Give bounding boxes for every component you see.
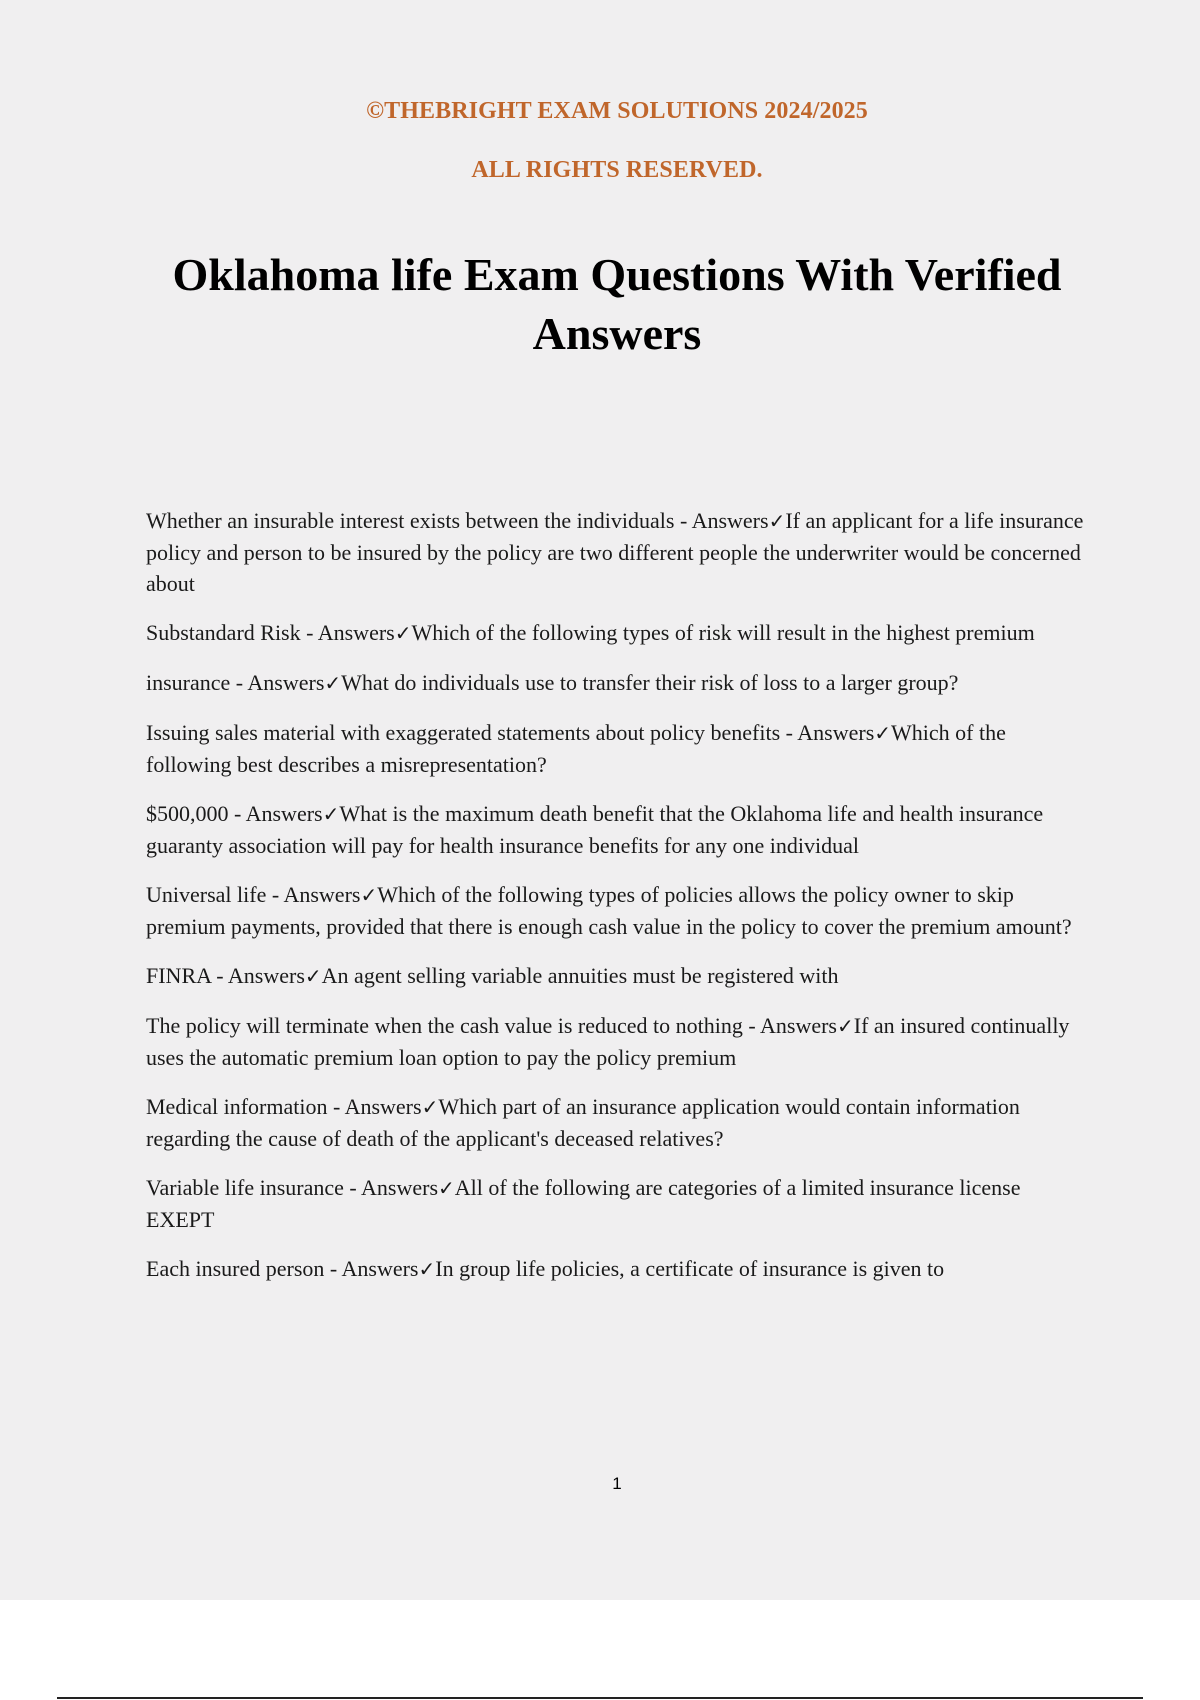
check-mark-icon: ✓ (837, 1014, 854, 1038)
check-mark-icon: ✓ (768, 509, 786, 533)
qa-question: Which of the following types of risk will result in the highest premium (411, 620, 1035, 645)
qa-answers-label: - Answers (324, 1256, 419, 1281)
qa-question: Which of the following types of policies allows the policy owner to skip premium payments, provided that there is enough cash value in the policy to cover the premium amount? (146, 882, 1072, 939)
qa-item (146, 1253, 1086, 1285)
check-mark-icon: ✓ (322, 802, 340, 826)
qa-answer: The policy will terminate when the cash value is reduced to nothing (146, 1013, 743, 1038)
check-mark-icon: ✓ (421, 1095, 439, 1119)
qa-answers-label: - Answers (300, 620, 395, 645)
qa-answer: Issuing sales material with exaggerated statements about policy benefits (146, 720, 781, 745)
qa-question: What do individuals use to transfer their risk of loss to a larger group? (341, 670, 959, 695)
qa-answer: insurance (146, 670, 231, 695)
bottom-divider (57, 1697, 1143, 1699)
qa-question: All of the following are categories of a limited insurance license EXEPT (146, 1175, 1021, 1232)
qa-item (146, 1091, 1086, 1154)
document-title: Oklahoma life Exam Questions With Verified Answers (172, 249, 1062, 359)
qa-answer: Substandard Risk (146, 620, 301, 645)
qa-item (146, 1010, 1086, 1073)
qa-answer: Each insured person (146, 1256, 325, 1281)
qa-answer: Whether an insurable interest exists between the individuals (146, 508, 675, 533)
qa-answer: Variable life insurance (146, 1175, 344, 1200)
rights-reserved-header: ALL RIGHTS RESERVED. (471, 157, 763, 183)
qa-item (146, 879, 1086, 942)
copyright-header: ©THEBRIGHT EXAM SOLUTIONS 2024/2025 (366, 98, 868, 124)
qa-question: If an insured continually uses the automatic premium loan option to pay the policy premium (146, 1013, 1070, 1070)
qa-answers-label: - Answers (210, 963, 305, 988)
qa-item (146, 798, 1086, 861)
qa-item (146, 667, 1086, 699)
qa-answers-label: - Answers (228, 801, 323, 826)
qa-answer: FINRA (146, 963, 211, 988)
qa-answer: Medical information (146, 1094, 328, 1119)
qa-answers-label: - Answers (343, 1175, 439, 1200)
qa-question: Which part of an insurance application would contain information regarding the cause of death of the applicant's deceased relatives? (146, 1094, 1020, 1151)
qa-item (146, 617, 1086, 649)
qa-list (146, 505, 1086, 1303)
check-mark-icon: ✓ (418, 1257, 436, 1281)
check-mark-icon: ✓ (874, 721, 892, 745)
qa-answers-label: - Answers (266, 882, 361, 907)
qa-answers-label: - Answers (674, 508, 769, 533)
qa-item (146, 717, 1086, 780)
qa-answers-label: - Answers (780, 720, 875, 745)
qa-question: An agent selling variable annuities must be registered with (321, 963, 839, 988)
qa-question: Which of the following best describes a misrepresentation? (146, 720, 1006, 777)
page-number: 1 (612, 1474, 622, 1493)
qa-answers-label: - Answers (230, 670, 325, 695)
qa-question: In group life policies, a certificate of insurance is given to (435, 1256, 945, 1281)
check-mark-icon: ✓ (394, 621, 412, 645)
qa-answers-label: - Answers (327, 1094, 422, 1119)
qa-item (146, 505, 1086, 599)
qa-question: What is the maximum death benefit that the Oklahoma life and health insurance guaranty association will pay for health insurance benefits for any one individual (146, 801, 1044, 858)
qa-question: If an applicant for a life insurance policy and person to be insured by the policy are two different people the underwriter would be concerned about (146, 508, 1084, 596)
qa-answer: $500,000 (146, 801, 229, 826)
qa-answer: Universal life (146, 882, 267, 907)
check-mark-icon: ✓ (304, 964, 322, 988)
qa-item (146, 960, 1086, 992)
check-mark-icon: ✓ (324, 671, 342, 695)
check-mark-icon: ✓ (438, 1176, 455, 1200)
qa-answers-label: - Answers (742, 1013, 837, 1038)
check-mark-icon: ✓ (360, 883, 378, 907)
qa-item (146, 1172, 1086, 1235)
